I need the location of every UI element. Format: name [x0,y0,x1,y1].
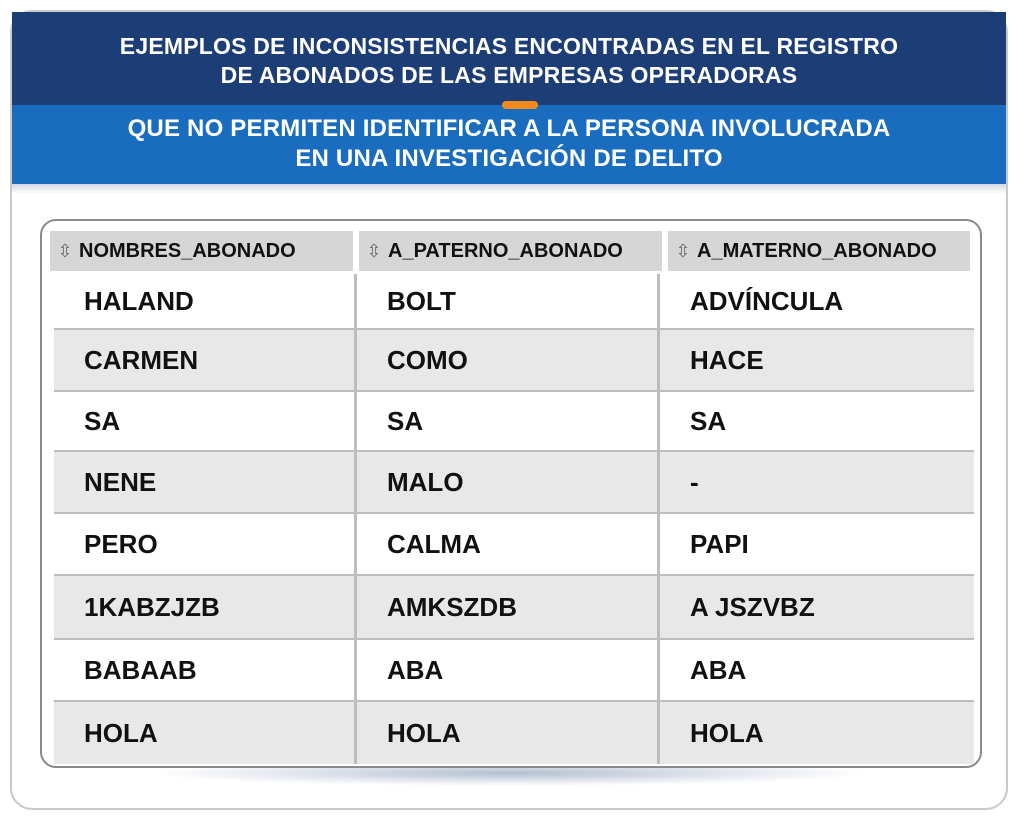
table-row [54,274,974,328]
subtitle-line-1: QUE NO PERMITEN IDENTIFICAR A LA PERSONA INVOLUCRADA [127,114,891,142]
column-header-a-materno[interactable] [668,231,970,271]
table-row [54,512,974,574]
column-header-a-paterno[interactable] [359,231,662,271]
cell-nombres: BABAAB [54,640,357,700]
title-line-1: EJEMPLOS DE INCONSISTENCIAS ENCONTRADAS EN EL REGISTRO [119,32,899,59]
cell-nombres: PERO [54,514,357,574]
sort-icon[interactable]: ⇳ [366,241,382,261]
table-row [54,450,974,512]
cell-a-materno: PAPI [660,514,974,574]
subtitle-band [12,105,1006,184]
cell-a-paterno: COMO [357,330,660,390]
table-row [54,638,974,700]
cell-a-paterno: SA [357,392,660,450]
cell-a-paterno: HOLA [357,702,660,764]
cell-a-materno: A JSZVBZ [660,576,974,638]
header-shadow [12,184,1006,194]
title-band [12,12,1006,105]
column-header-nombres[interactable] [50,231,353,271]
cell-nombres: NENE [54,452,357,512]
cell-a-materno: HACE [660,330,974,390]
cell-a-materno: SA [660,392,974,450]
cell-nombres: HALAND [54,274,357,328]
column-header-label: A_PATERNO_ABONADO [388,239,623,262]
cell-a-paterno: ABA [357,640,660,700]
cell-a-paterno: MALO [357,452,660,512]
table-row [54,328,974,390]
subtitle-line-2: EN UNA INVESTIGACIÓN DE DELITO [295,144,723,172]
cell-a-paterno: CALMA [357,514,660,574]
sort-icon[interactable]: ⇳ [675,241,691,261]
cell-a-materno: - [660,452,974,512]
cell-a-materno: ABA [660,640,974,700]
cell-a-materno: ADVÍNCULA [660,274,974,328]
column-header-label: A_MATERNO_ABONADO [697,239,937,262]
table-row [54,390,974,450]
table-body [54,274,970,764]
cell-a-materno: HOLA [660,702,974,764]
column-header-label: NOMBRES_ABONADO [79,239,296,262]
cell-nombres: 1KABZJZB [54,576,357,638]
table-header-row [50,231,970,271]
title-line-2: DE ABONADOS DE LAS EMPRESAS OPERADORAS [220,61,798,88]
accent-divider [502,101,538,109]
sort-icon[interactable]: ⇳ [57,241,73,261]
table-row [54,574,974,638]
table-row [54,700,974,764]
cell-nombres: HOLA [54,702,357,764]
cell-nombres: CARMEN [54,330,357,390]
cell-a-paterno: BOLT [357,274,660,328]
cell-nombres: SA [54,392,357,450]
cell-a-paterno: AMKSZDB [357,576,660,638]
